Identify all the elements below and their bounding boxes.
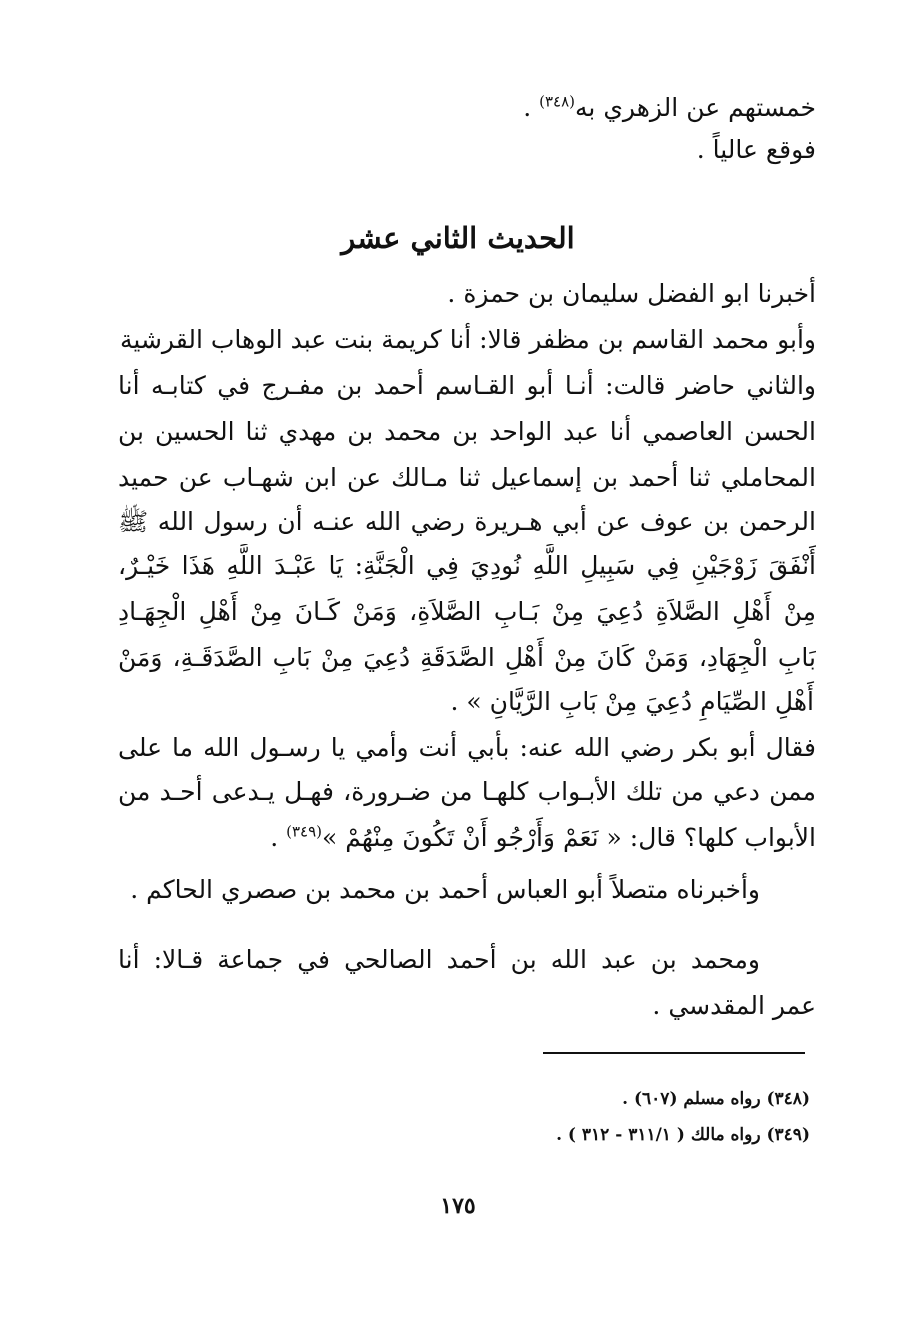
text-line: الأبواب كلها؟ قال: « نَعَمْ وَأَرْجُو أَنْ تَكُونَ مِنْهُمْ »$^{(٣٤٩)}$ . [270, 822, 816, 852]
text-line: ومحمد بن عبد الله بن أحمد الصالحي في جماعة قـالا: أنا [118, 945, 760, 974]
text-line: خمستهم عن الزهري به$^{(٣٤٨)}$ . [523, 92, 816, 122]
quran-hadith-text-line: بَابِ الْجِهَادِ، وَمَنْ كَانَ مِنْ أَهْلِ الصَّدَقَةِ دُعِيَ مِنْ بَابِ الصَّدَقَـةِ، وَمَنْ [118, 643, 816, 672]
text-line: ممن دعي من تلك الأبـواب كلهـا من ضـرورة، فهـل يـدعى أحـد من [118, 777, 816, 806]
text-line: فوقع عالياً . [696, 135, 816, 164]
text-line: المحاملي ثنا أحمد بن إسماعيل ثنا مـالك عن ابن شهـاب عن حميد [118, 463, 816, 492]
footnote: (٣٤٩) رواه مالك ( ٣١١/١ - ٣١٢ ) . [556, 1125, 810, 1145]
text-line: والثاني حاضر قالت: أنـا أبو القـاسم أحمد بن مفـرج في كتابـه أنا [118, 371, 816, 400]
footnote: (٣٤٨) رواه مسلم (٦٠٧) . [622, 1089, 810, 1109]
text-line: فقال أبو بكر رضي الله عنه: بأبي أنت وأمي يا رسـول الله ما على [118, 733, 816, 762]
page-number: ١٧٥ [440, 1193, 476, 1219]
text-line: أخبرنا ابو الفضل سليمان بن حمزة . [447, 279, 816, 308]
section-heading: الحديث الثاني عشر [341, 221, 575, 255]
footnote-ref[interactable]: (٣٤٩) [286, 822, 323, 841]
quran-hadith-text-line: أَهْلِ الصِّيَامِ دُعِيَ مِنْ بَابِ الرَّيَّانِ » . [450, 687, 814, 716]
footnote-ref[interactable]: (٣٤٨) [539, 92, 576, 111]
text-line: الحسن العاصمي أنا عبد الواحد بن محمد بن مهدي ثنا الحسين بن [118, 417, 816, 446]
text-line: عمر المقدسي . [652, 991, 816, 1020]
text-line: وأخبرناه متصلاً أبو العباس أحمد بن محمد بن صصري الحاكم . [130, 875, 760, 904]
text-line: الرحمن بن عوف عن أبي هـريرة رضي الله عنـه أن رسول الله ﷺ [118, 507, 816, 536]
quran-hadith-text-line: مِنْ أَهْلِ الصَّلاَةِ دُعِيَ مِنْ بَـابِ الصَّلاَةِ، وَمَنْ كَـانَ مِنْ أَهْلِ الْجِهَـادِ [118, 597, 816, 626]
text-line: وأبو محمد القاسم بن مظفر قالا: أنا كريمة بنت عبد الوهاب القرشية [120, 325, 816, 354]
quran-hadith-text-line: أَنْفَقَ زَوْجَيْنِ فِي سَبِيلِ اللَّهِ نُودِيَ فِي الْجَنَّةِ: يَا عَبْـدَ اللَّهِ هَذَا خَيْـرٌ، [118, 551, 816, 580]
footnote-divider [543, 1052, 805, 1054]
